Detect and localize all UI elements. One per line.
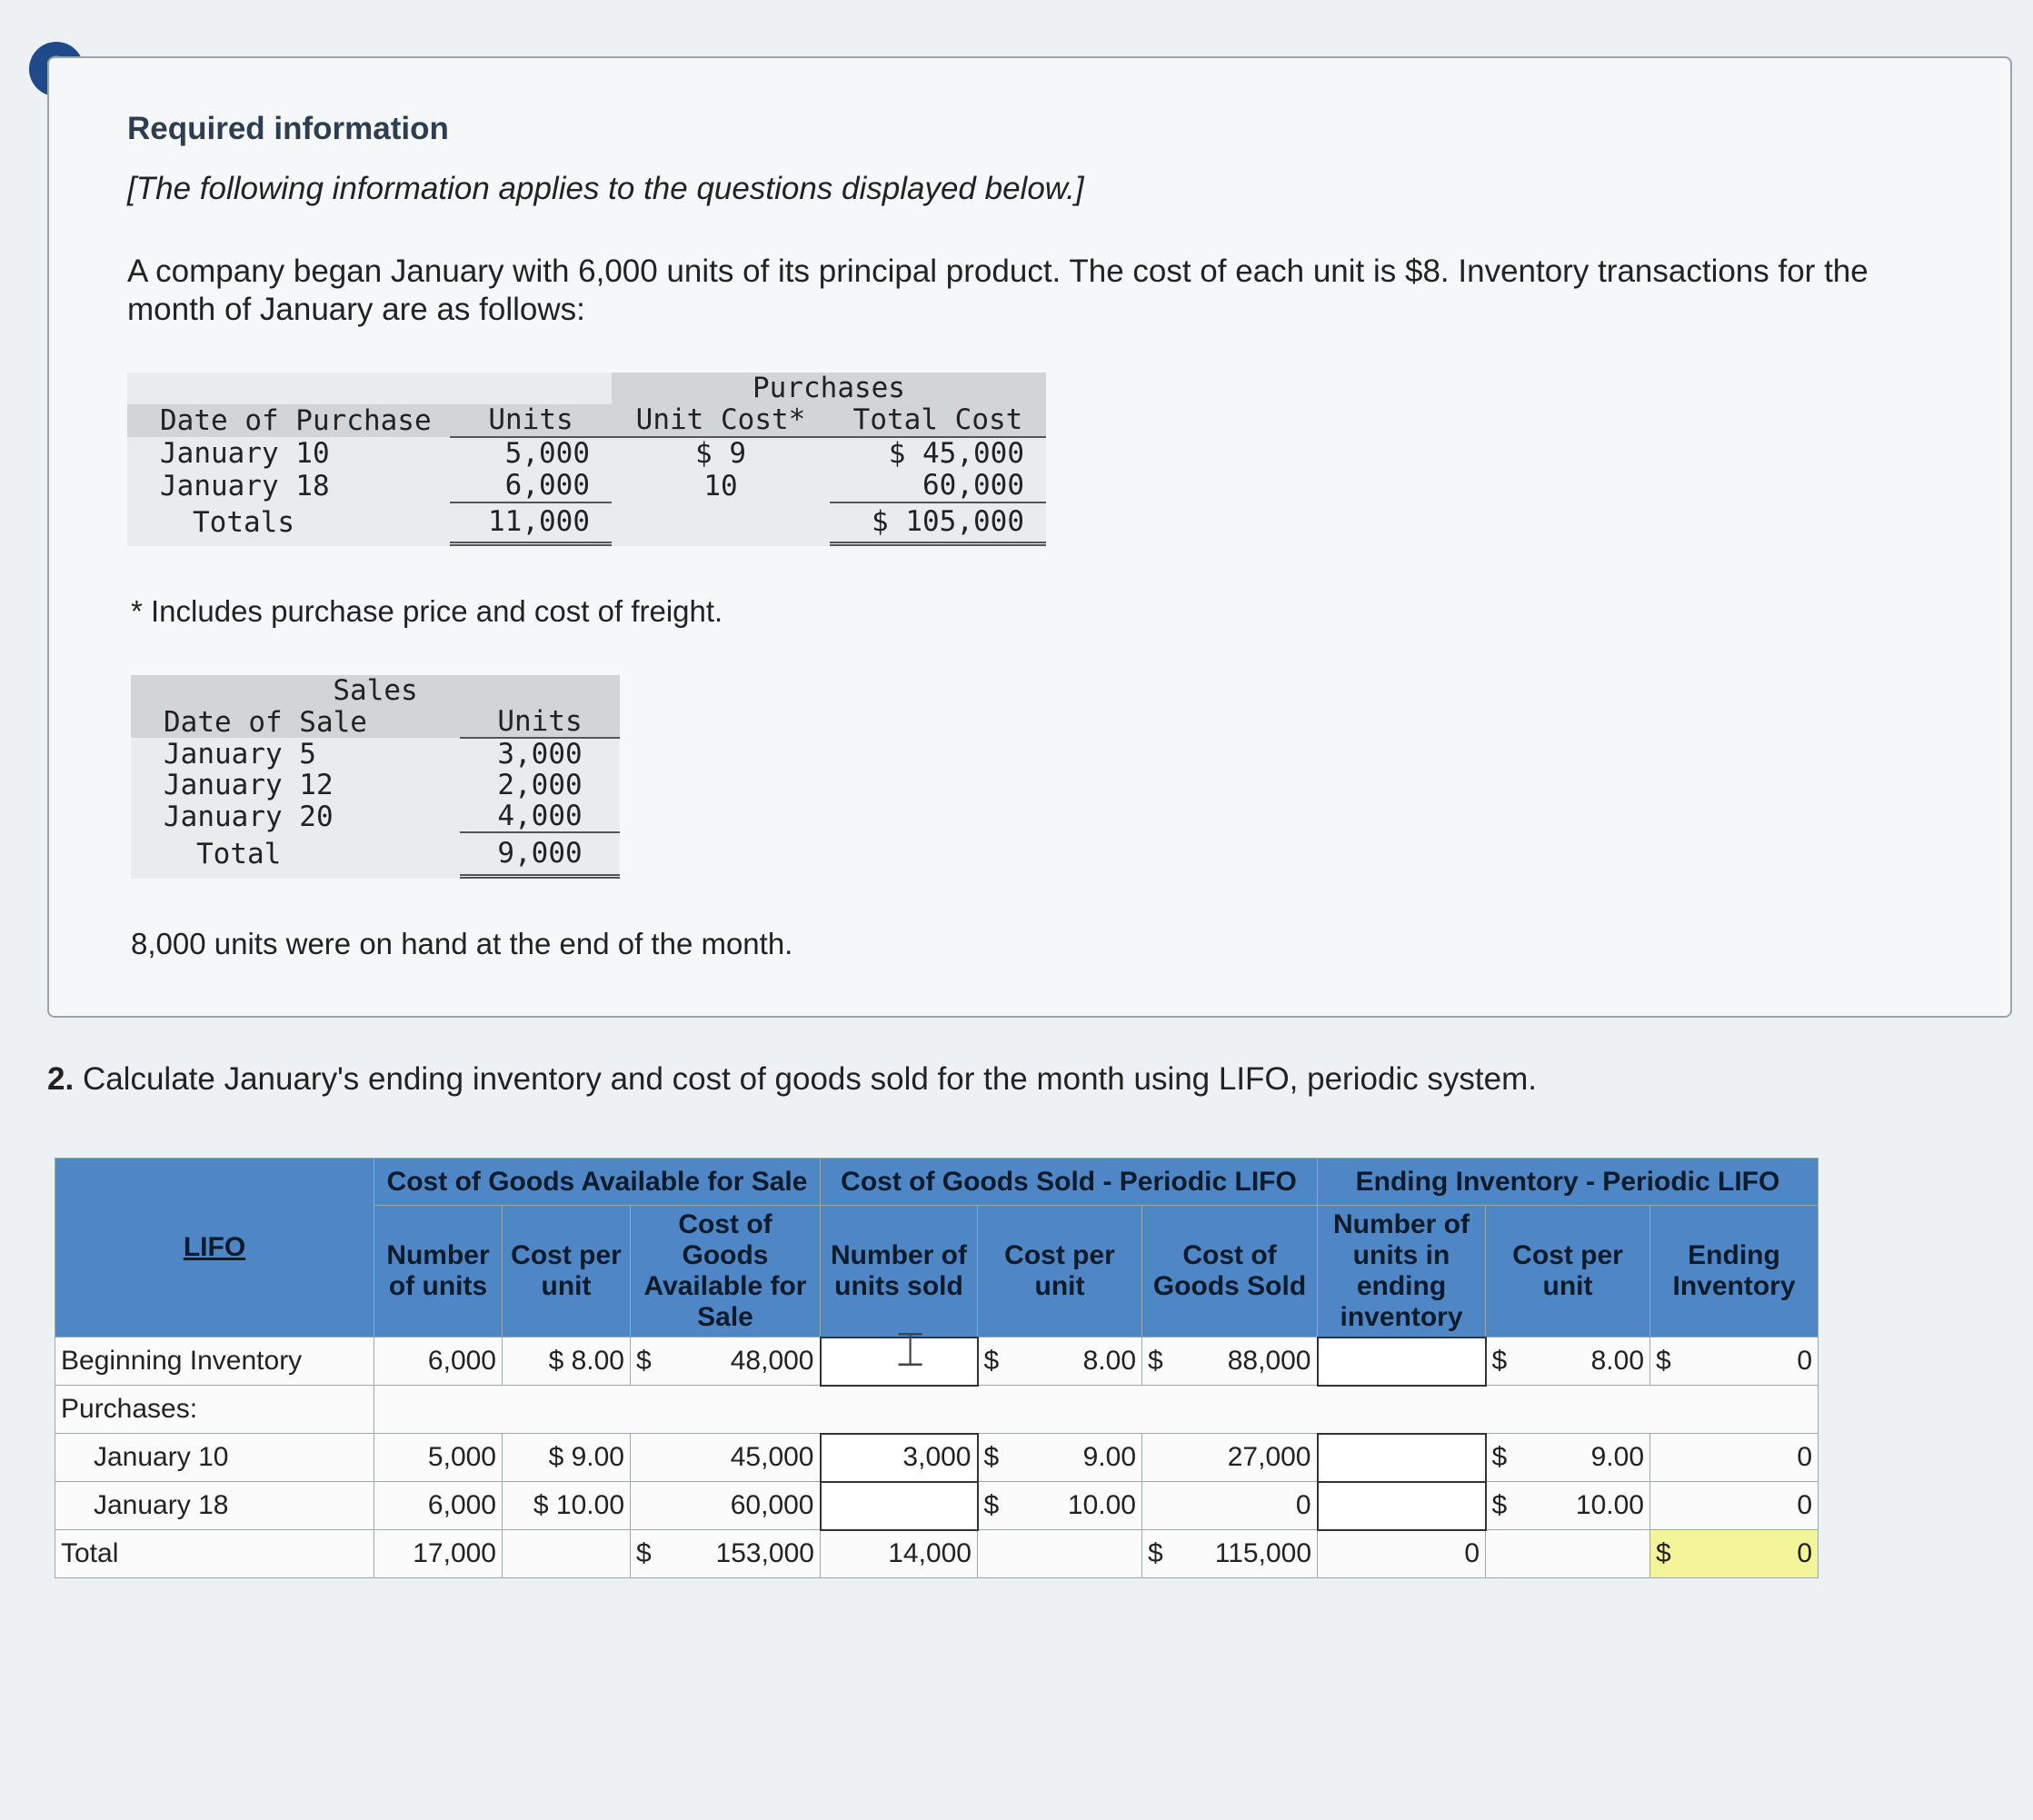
footnote: * Includes purchase price and cost of freight.	[131, 594, 723, 628]
row-january-10	[55, 1434, 1819, 1482]
col-sale-units: Units	[460, 706, 620, 738]
col-cogs-cost-per-unit: Cost per unit	[978, 1206, 1142, 1338]
sales-total-units: 9,000	[460, 832, 620, 876]
total-units: 17,000	[374, 1530, 503, 1578]
purchase-date: January 18	[160, 469, 330, 502]
col-cost-available: Cost of Goods Available for Sale	[631, 1206, 821, 1338]
info-subtitle: [The following information applies to the questions displayed below.]	[127, 171, 1084, 206]
total-units-sold: 14,000	[821, 1530, 978, 1578]
dollar-sign: $	[1491, 1442, 1508, 1472]
dollar-sign: $	[636, 1537, 652, 1568]
ending-units-input[interactable]	[1318, 1434, 1486, 1482]
col-number-of-units: Number of units	[374, 1206, 503, 1338]
lifo-table	[55, 1158, 1819, 1578]
cogs-cost-cell	[978, 1338, 1142, 1386]
purchases-group-header: Purchases	[612, 373, 1046, 404]
dollar-sign: $	[1148, 1346, 1163, 1376]
total-cogs-cell	[1142, 1530, 1318, 1578]
ei-cell	[1650, 1338, 1819, 1386]
col-ending-units: Number of units in ending inventory	[1318, 1206, 1486, 1338]
ending-units-input[interactable]	[1318, 1482, 1486, 1530]
end-note: 8,000 units were on hand at the end of the month.	[131, 927, 793, 960]
dollar-sign: $	[983, 1346, 1000, 1376]
question-text	[47, 1061, 1537, 1098]
question-body: Calculate January's ending inventory and cost of goods sold for the month using LIFO, periodic system.	[82, 1061, 1537, 1097]
purchase-unit-cost: 10	[703, 469, 738, 502]
group-header-cogs: Cost of Goods Sold - Periodic LIFO	[821, 1159, 1318, 1206]
dollar-sign: $	[983, 1442, 1000, 1472]
row-label: Beginning Inventory	[55, 1338, 374, 1386]
available-value: 45,000	[631, 1434, 821, 1482]
ei-value[interactable]: 0	[1650, 1482, 1819, 1530]
row-label: Purchases:	[55, 1386, 374, 1434]
available-value: 60,000	[631, 1482, 821, 1530]
purchases-totals-label: Totals	[193, 506, 294, 539]
row-label: January 18	[55, 1482, 374, 1530]
row-january-18	[55, 1482, 1819, 1530]
total-available: 153,000	[715, 1537, 814, 1568]
row-purchases-label	[55, 1386, 1819, 1434]
total-ending-units: 0	[1318, 1530, 1486, 1578]
row-beginning-inventory	[55, 1338, 1819, 1386]
cogs-cost-cell	[978, 1482, 1142, 1530]
col-cost-per-unit: Cost per unit	[503, 1206, 631, 1338]
units: 6,000	[374, 1338, 503, 1386]
col-units-sold: Number of units sold	[821, 1206, 978, 1338]
question-number: 2.	[47, 1061, 75, 1097]
total-ending-inventory-cell	[1650, 1530, 1819, 1578]
dollar-sign: $	[1656, 1537, 1671, 1568]
cogs-cost-cell	[978, 1434, 1142, 1482]
purchases-table	[127, 373, 1046, 546]
col-unit-cost: Unit Cost*	[612, 404, 830, 437]
purchases-totals-cost: $ 105,000	[830, 502, 1046, 543]
sale-date: January 12	[164, 769, 334, 801]
ei-cost-cell	[1486, 1482, 1650, 1530]
cogs-cost-value: 9.00	[1082, 1442, 1136, 1472]
ei-cost-cell	[1486, 1434, 1650, 1482]
cogs-value[interactable]: 27,000	[1142, 1434, 1318, 1482]
lifo-link[interactable]: LIFO	[183, 1232, 246, 1262]
ei-cost-value: 9.00	[1590, 1442, 1644, 1472]
row-total	[55, 1530, 1819, 1578]
cost-per-unit: $ 10.00	[503, 1482, 631, 1530]
col-ending-cost-per-unit: Cost per unit	[1486, 1206, 1650, 1338]
sale-date: January 20	[164, 800, 334, 833]
dollar-sign: $	[1148, 1537, 1163, 1568]
dollar-sign: $	[983, 1490, 1000, 1520]
available-value: 48,000	[730, 1346, 814, 1376]
col-date-of-purchase: Date of Purchase	[160, 403, 432, 437]
available-cell	[631, 1338, 821, 1386]
dollar-sign: $	[1491, 1346, 1508, 1376]
col-total-cost: Total Cost	[830, 404, 1046, 437]
purchase-date: January 10	[160, 436, 330, 470]
sale-units: 3,000	[497, 738, 583, 771]
purchase-unit-cost: $ 9	[695, 437, 746, 470]
units: 5,000	[374, 1434, 503, 1482]
sale-date: January 5	[164, 737, 316, 771]
ending-units-input[interactable]	[1318, 1338, 1486, 1386]
lifo-corner	[55, 1159, 374, 1338]
total-cogs: 115,000	[1214, 1537, 1311, 1568]
sale-units: 4,000	[460, 801, 620, 832]
sale-units: 2,000	[497, 769, 583, 801]
col-date-of-sale: Date of Sale	[164, 705, 367, 739]
purchase-total: 60,000	[830, 470, 1046, 502]
sales-group-header: Sales	[333, 674, 418, 707]
cogs-cost-value: 10.00	[1067, 1490, 1136, 1520]
sales-table	[131, 675, 620, 879]
purchases-totals-units: 11,000	[450, 502, 612, 543]
sales-total-label: Total	[196, 838, 282, 870]
purchase-units: 6,000	[450, 470, 612, 502]
row-label: January 10	[55, 1434, 374, 1482]
dollar-sign: $	[1491, 1490, 1508, 1520]
cogs-cell	[1142, 1338, 1318, 1386]
col-ending-inventory: Ending Inventory	[1650, 1206, 1819, 1338]
cogs-cost-value: 8.00	[1082, 1346, 1136, 1376]
row-label: Total	[55, 1530, 374, 1578]
ei-value[interactable]: 0	[1797, 1346, 1812, 1376]
purchase-units: 5,000	[504, 437, 590, 470]
group-header-available: Cost of Goods Available for Sale	[374, 1159, 821, 1206]
info-intro: A company began January with 6,000 units of its principal product. The cost of each unit is $8. Inventory transactions for the month of January are as follows:	[127, 254, 1869, 327]
total-ending-inventory: 0	[1797, 1537, 1812, 1568]
units-sold-input[interactable]: 3,000	[821, 1434, 978, 1482]
ei-cost-value: 8.00	[1590, 1346, 1644, 1376]
ei-value[interactable]: 0	[1650, 1434, 1819, 1482]
cost-per-unit: $ 8.00	[503, 1338, 631, 1386]
col-cost-of-goods-sold: Cost of Goods Sold	[1142, 1206, 1318, 1338]
group-header-ending: Ending Inventory - Periodic LIFO	[1318, 1159, 1819, 1206]
text-cursor-icon: ⌶	[896, 1324, 925, 1377]
dollar-sign: $	[636, 1346, 652, 1376]
units-sold-input[interactable]	[821, 1482, 978, 1530]
dollar-sign: $	[1656, 1346, 1671, 1376]
cogs-value[interactable]: 88,000	[1227, 1346, 1311, 1376]
purchase-total: $ 45,000	[888, 437, 1024, 470]
units: 6,000	[374, 1482, 503, 1530]
cogs-value[interactable]: 0	[1142, 1482, 1318, 1530]
ei-cost-value: 10.00	[1575, 1490, 1644, 1520]
info-title: Required information	[127, 111, 449, 146]
col-units: Units	[450, 404, 612, 437]
cost-per-unit: $ 9.00	[503, 1434, 631, 1482]
total-available-cell	[631, 1530, 821, 1578]
ei-cost-cell	[1486, 1338, 1650, 1386]
